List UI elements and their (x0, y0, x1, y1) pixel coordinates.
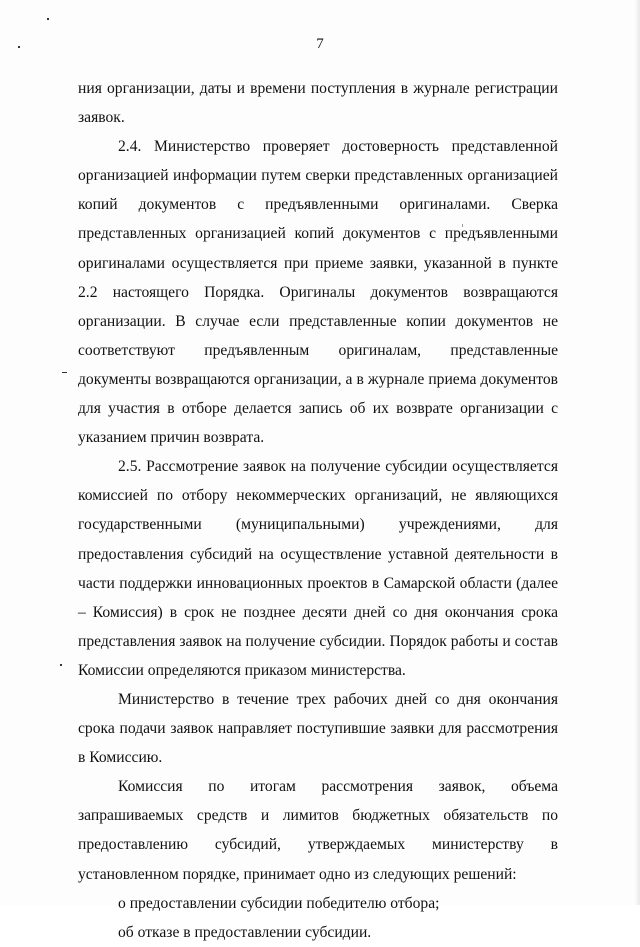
paragraph-2-4: 2.4. Министерство проверяет достоверность представленной организацией информации путем сверки представленных организацией копий документов с предъявленными оригиналами. Сверка представленных организацией копий документов с предъявленными оригиналами осуществляется при приеме заявки, указанной в пункте 2.2 настоящего Порядка. Оригиналы документов возвращаются организации. В случае если представленные копии документов не соответствуют предъявленным оригиналам, представленные документы возвращаются организации, а в журнале приема документов для участия в отборе делается запись об их возврате организации с указанием причин возврата. (78, 138, 558, 447)
decision-option-refusal: об отказе в предоставлении субсидии. (118, 923, 372, 941)
page-number: 7 (316, 36, 324, 52)
scan-speck (62, 372, 67, 373)
scan-speck (60, 664, 62, 666)
paragraph-2-5: 2.5. Рассмотрение заявок на получение субсидии осуществляется комиссией по отбору некоммерческих организаций, не являющихся государственными (муниципальными) учреждениями, для предоставления субсидий на осуществление уставной деятельности в части поддержки инновационных проектов в Самарской области (далее – Комиссия) в срок не позднее десяти дней со дня окончания срока представления заявок на получение субсидии. Порядок работы и состав Комиссии определяются приказом министерства. (78, 458, 558, 679)
scan-speck (47, 18, 49, 20)
scan-edge (634, 0, 640, 905)
decision-option-grant: о предоставлении субсидии победителю отбора; (118, 894, 440, 912)
paragraph-continuation: ния организации, даты и времени поступления в журнале регистрации заявок. (78, 80, 558, 127)
document-body (78, 74, 558, 947)
paragraph-commission-decision: Комиссия по итогам рассмотрения заявок, объема запрашиваемых средств и лимитов бюджетных обязательств по предоставлению субсидий, утверждаемых министерству в установленном порядке, принимает одно из следующих решений: (78, 778, 558, 883)
paragraph-ministry-forwarding: Министерство в течение трех рабочих дней со дня окончания срока подачи заявок направляет поступившие заявки для рассмотрения в Комиссию. (78, 690, 558, 767)
